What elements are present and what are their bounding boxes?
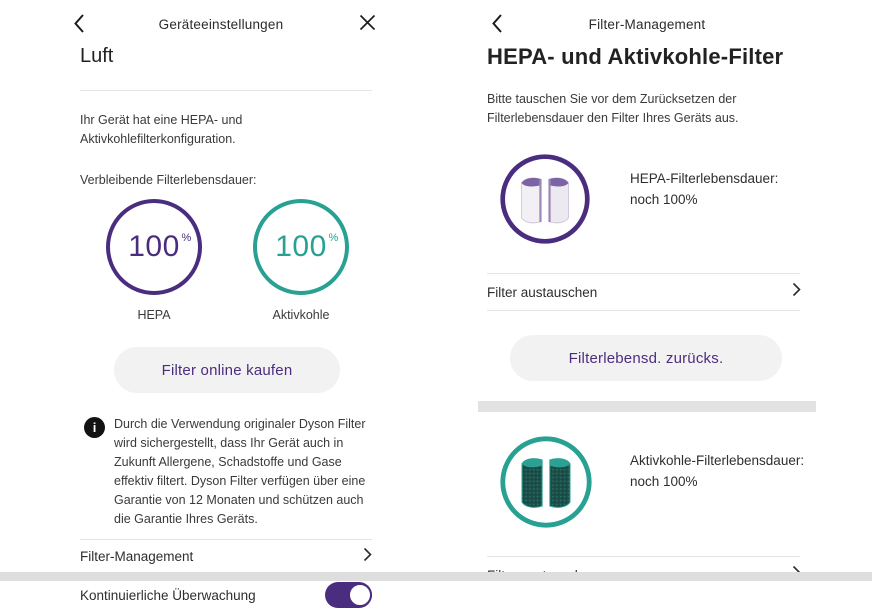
genuine-filter-info-text: Durch die Verwendung originaler Dyson Filter wird sichergestellt, dass Ihr Gerät auch in Zukunft Allergene, Schadstoffe und Gase effektiv filtert. Dyson Filter verfügen über eine Garantie von 12 Monaten und schützen auch die Garantie Ihres Geräts.: [114, 417, 366, 526]
carbon-gauge-label: Aktivkohle: [272, 308, 330, 322]
continuous-monitoring-toggle[interactable]: [325, 582, 372, 608]
info-icon: i: [84, 417, 105, 438]
filter-life-gauges: [62, 199, 380, 322]
carbon-filter-block: [498, 434, 816, 528]
hepa-gauge-label: HEPA: [137, 308, 171, 322]
left-nav-header: [62, 12, 380, 36]
hepa-filter-illustration: [498, 152, 592, 246]
hepa-filter-caption: [630, 168, 778, 246]
carbon-life-label: Aktivkohle-Filterlebensdauer:: [630, 453, 805, 468]
reset-filter-life-button[interactable]: Filterlebensd. zurücks.: [510, 335, 782, 381]
bottom-bar: [0, 572, 872, 581]
chevron-right-icon: [363, 547, 372, 567]
hepa-replace-filter-row[interactable]: [487, 274, 801, 310]
toggle-knob: [348, 583, 372, 607]
hepa-gauge-circle: [106, 199, 202, 295]
chevron-right-icon: [792, 282, 801, 302]
section-separator-band: [478, 401, 816, 412]
carbon-filter-illustration: [498, 434, 592, 528]
filter-management-screen: [478, 0, 816, 593]
hepa-gauge-unit: %: [181, 232, 192, 244]
page-title: Luft: [80, 45, 114, 67]
right-nav-header: [478, 12, 816, 36]
divider: [80, 90, 372, 91]
carbon-gauge-circle: [253, 199, 349, 295]
filter-config-text: Ihr Gerät hat eine HEPA- und Aktivkohlefilterkonfiguration.: [80, 113, 243, 146]
carbon-life-value: noch 100%: [630, 474, 698, 489]
carbon-gauge-unit: %: [328, 232, 339, 244]
right-nav-title: Filter-Management: [588, 16, 706, 32]
hepa-replace-filter-label: Filter austauschen: [487, 284, 598, 300]
hepa-gauge: [106, 199, 202, 322]
replace-before-reset-instruction: Bitte tauschen Sie vor dem Zurücksetzen der Filterlebensdauer den Filter Ihres Geräts aus.: [487, 92, 739, 125]
hepa-life-value: noch 100%: [630, 192, 698, 207]
info-section: [84, 415, 372, 529]
remaining-filter-life-label: Verbleibende Filterlebensdauer:: [80, 173, 257, 187]
filter-management-row[interactable]: [80, 540, 372, 573]
buy-filters-online-button[interactable]: Filter online kaufen: [114, 347, 340, 393]
hepa-life-label: HEPA-Filterlebensdauer:: [630, 171, 779, 186]
filters-heading: HEPA- und Aktivkohle-Filter: [487, 44, 784, 69]
carbon-gauge: [253, 199, 349, 322]
device-settings-screen: [62, 0, 380, 616]
divider: [487, 310, 800, 311]
continuous-monitoring-label: Kontinuierliche Überwachung: [80, 587, 256, 603]
hepa-filter-block: [498, 152, 816, 246]
hepa-gauge-value: 100: [128, 230, 180, 263]
close-icon: [359, 18, 376, 35]
carbon-filter-caption: [630, 450, 804, 528]
close-button[interactable]: [359, 14, 376, 36]
filter-management-label: Filter-Management: [80, 549, 194, 564]
left-nav-title: Geräteeinstellungen: [158, 16, 284, 32]
carbon-gauge-value: 100: [275, 230, 327, 263]
